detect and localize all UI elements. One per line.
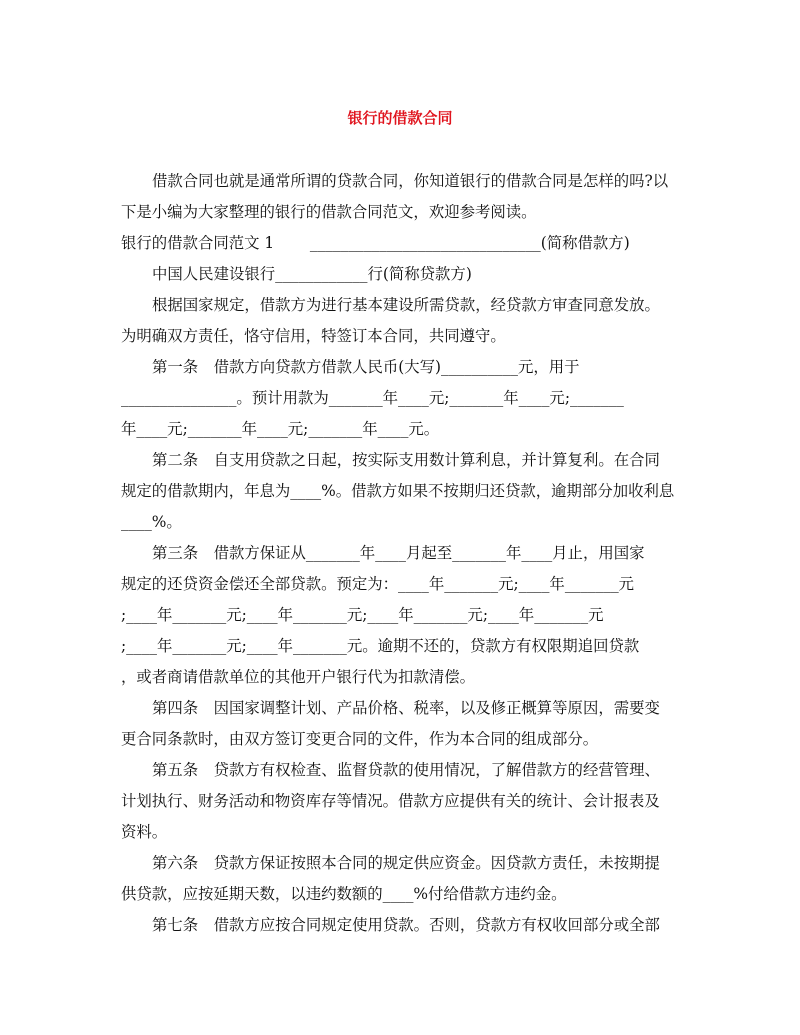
text-line: 年____元;_______年____元;_______年____元。 xyxy=(121,420,440,438)
text-line: 第五条 贷款方有权检查、监督贷款的使用情况，了解借款方的经营管理、 xyxy=(152,761,660,779)
text-line: 第三条 借款方保证从_______年____月起至_______年____月止，用国家 xyxy=(152,544,645,562)
text-line: 为明确双方责任，恪守信用，特签订本合同，共同遵守。 xyxy=(121,327,506,345)
text-line: 下是小编为大家整理的银行的借款合同范文，欢迎参考阅读。 xyxy=(121,203,537,221)
text-line: 中国人民建设银行____________行(简称贷款方) xyxy=(152,265,472,283)
text-line: 第一条 借款方向贷款方借款人民币(大写)__________元，用于 xyxy=(152,358,580,376)
text-line: ____%。 xyxy=(121,513,182,531)
document-body xyxy=(121,166,679,941)
text-line: 规定的借款期内，年息为____%。借款方如果不按期归还贷款，逾期部分加收利息 xyxy=(121,482,675,500)
text-line: 第二条 自支用贷款之日起，按实际支用数计算利息，并计算复利。在合同 xyxy=(152,451,660,469)
text-line: 资料。 xyxy=(121,823,168,841)
text-line: ;____年_______元;____年_______元。逾期不还的，贷款方有权限期追回贷款 xyxy=(121,637,640,655)
text-line: 根据国家规定，借款方为进行基本建设所需贷款，经贷款方审查同意发放。 xyxy=(152,296,660,314)
text-line: 第四条 因国家调整计划、产品价格、税率，以及修正概算等原因，需要变 xyxy=(152,699,660,717)
text-line: ，或者商请借款单位的其他开户银行代为扣款清偿。 xyxy=(121,668,475,686)
document-title: 银行的借款合同 xyxy=(347,109,453,127)
text-line: 计划执行、财务活动和物资库存等情况。借款方应提供有关的统计、会计报表及 xyxy=(121,792,660,810)
text-line: 供贷款，应按延期天数，以违约数额的____%付给借款方违约金。 xyxy=(121,885,567,903)
text-line: 第七条 借款方应按合同规定使用贷款。否则，贷款方有权收回部分或全部 xyxy=(152,916,660,934)
text-line: 借款合同也就是通常所谓的贷款合同，你知道银行的借款合同是怎样的吗?以 xyxy=(152,172,669,190)
text-line: _______________。预计用款为_______年____元;_______年____元;_______ xyxy=(121,389,624,407)
text-line: 更合同条款时，由双方签订变更合同的文件，作为本合同的组成部分。 xyxy=(121,730,599,748)
text-line: 第六条 贷款方保证按照本合同的规定供应资金。因贷款方责任，未按期提 xyxy=(152,854,660,872)
text-line: 规定的还贷资金偿还全部贷款。预定为：____年_______元;____年_______元 xyxy=(121,575,635,593)
text-line: ;____年_______元;____年_______元;____年_______元;____年_______元 xyxy=(121,606,604,624)
text-line: 银行的借款合同范文 1 ______________________________(简称借款方) xyxy=(121,234,630,252)
